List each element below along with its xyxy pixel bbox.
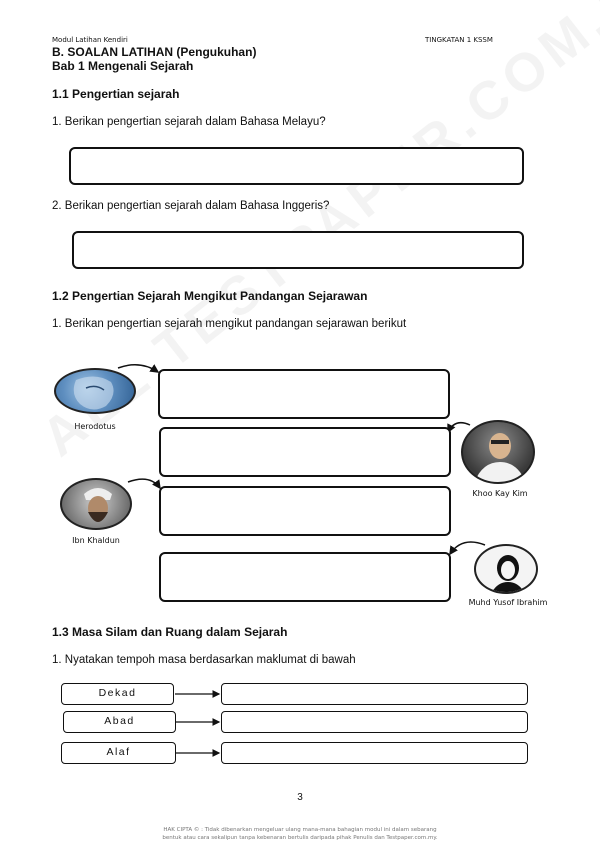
- answer-box-dekad[interactable]: [221, 683, 528, 705]
- form-level-label: TINGKATAN 1 KSSM: [425, 36, 493, 44]
- heading-1-2: 1.2 Pengertian Sejarah Mengikut Pandangan Sejarawan: [52, 289, 368, 303]
- term-alaf: Alaf: [61, 742, 176, 764]
- answer-box-abad[interactable]: [221, 711, 528, 733]
- section-title: B. SOALAN LATIHAN (Pengukuhan): [52, 45, 257, 59]
- chapter-title: Bab 1 Mengenali Sejarah: [52, 59, 194, 73]
- caption-ibn-khaldun: Ibn Khaldun: [72, 536, 120, 545]
- heading-1-3: 1.3 Masa Silam dan Ruang dalam Sejarah: [52, 625, 288, 639]
- copyright-line-2: bentuk atau cara sekalipun tanpa kebenaran bertulis daripada pihak Penulis dan Testpaper.com.my.: [162, 835, 438, 841]
- caption-khoo-kay-kim: Khoo Kay Kim: [472, 489, 528, 498]
- question-1-2-1: 1. Berikan pengertian sejarah mengikut pandangan sejarawan berikut: [52, 318, 407, 330]
- answer-box-alaf[interactable]: [221, 742, 528, 764]
- caption-yusof-ibrahim: Muhd Yusof Ibrahim: [468, 598, 548, 607]
- question-1-1-1: 1. Berikan pengertian sejarah dalam Bahasa Melayu?: [52, 116, 326, 128]
- caption-herodotus: Herodotus: [74, 422, 116, 431]
- page-number: 3: [297, 792, 303, 803]
- copyright-line-1: HAK CIPTA © : Tidak dibenarkan mengeluar ulang mana-mana bahagian modul ini dalam sebarang: [163, 827, 437, 833]
- question-1-1-2: 2. Berikan pengertian sejarah dalam Bahasa Inggeris?: [52, 200, 330, 212]
- term-abad: Abad: [63, 711, 176, 733]
- term-dekad: Dekad: [61, 683, 174, 705]
- question-1-3-1: 1. Nyatakan tempoh masa berdasarkan maklumat di bawah: [52, 654, 356, 666]
- module-label: Modul Latihan Kendiri: [52, 36, 128, 44]
- heading-1-1: 1.1 Pengertian sejarah: [52, 87, 180, 101]
